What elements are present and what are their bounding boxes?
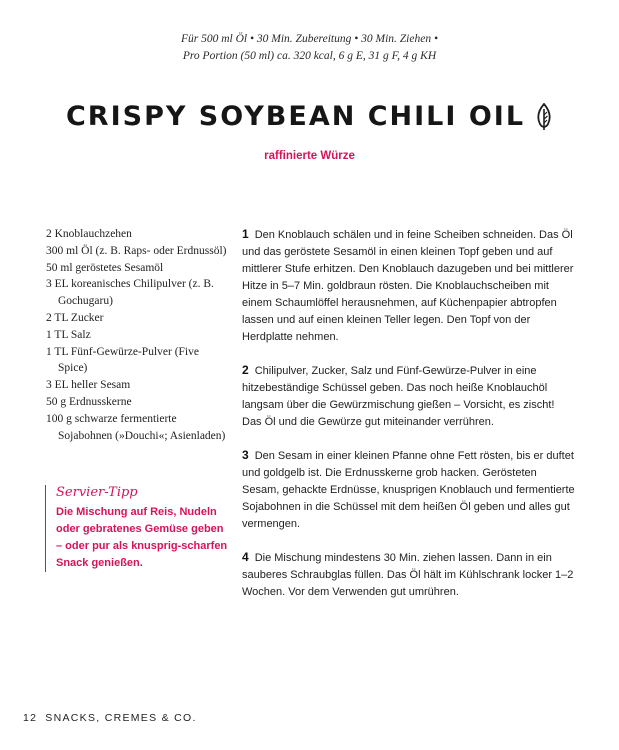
meta-nutrition: Pro Portion (50 ml) ca. 320 kcal, 6 g E, 31 g F, 4 g KH	[182, 50, 437, 62]
recipe-subtitle: raffinierte Würze	[264, 150, 355, 162]
ingredient-list	[46, 226, 231, 444]
page-footer	[23, 712, 197, 724]
instruction-steps	[242, 226, 577, 617]
section-name: SNACKS, CREMES & CO.	[45, 712, 197, 724]
step-number: 1	[242, 227, 249, 241]
ingredient-item: 2 Knoblauchzehen	[46, 228, 132, 240]
ingredient-item: 3 EL heller Sesam	[46, 379, 131, 392]
leaf-icon	[535, 103, 553, 131]
ingredient-item: 3 EL koreanisches Chilipulver (z. B. Gochugaru)	[46, 278, 214, 308]
step-text: Chilipulver, Zucker, Salz und Fünf-Gewürze-Pulver in eine hitzebeständige Schüssel geben. Das noch heiße Knoblauchöl langsam über die Gewürzmischung gießen – Vorsicht, es zischt! Das Öl und die Gewürze gut miteinander verrühren.	[242, 365, 555, 428]
ingredient-item: 50 ml geröstetes Sesamöl	[46, 261, 164, 274]
ingredient-item: 2 TL Zucker	[46, 311, 104, 324]
step-number: 2	[242, 363, 249, 377]
step-2	[242, 362, 577, 431]
ingredient-item: 300 ml Öl (z. B. Raps- oder Erdnussöl)	[46, 244, 227, 257]
step-1	[242, 226, 577, 346]
meta-yield-time: Für 500 ml Öl • 30 Min. Zubereitung • 30 Min. Ziehen •	[181, 33, 438, 45]
serving-tip-box	[45, 485, 231, 572]
title-row	[0, 101, 619, 132]
tip-title: Servier-Tipp	[56, 485, 138, 500]
step-3	[242, 447, 577, 533]
step-text: Den Knoblauch schälen und in feine Scheiben schneiden. Das Öl und das geröstete Sesamöl in einen kleinen Topf geben und auf mittlerer Stufe erhitzen. Den Knoblauch dazugeben und bei mittlerer Hitze in 5–7 Min. goldbraun rösten. Die Knoblauchscheiben mit einem Schaumlöffel herausnehmen, auf Küchenpapier abtropfen lassen und auf einen kleinen Teller legen. Den Topf von der Herdplatte nehmen.	[242, 229, 574, 343]
ingredient-item: 50 g Erdnusskerne	[46, 395, 132, 408]
tip-text: Die Mischung auf Reis, Nudeln oder gebratenes Gemüse geben – oder pur als knusprig-scharfen Snack genießen.	[56, 506, 228, 569]
step-text: Den Sesam in einer kleinen Pfanne ohne Fett rösten, bis er duftet und goldgelb ist. Die Erdnusskerne grob hacken. Gerösteten Sesam, gehackte Erdnüsse, knusprigen Knoblauch und fermentierte Sojabohnen in die Schüssel mit dem heißen Öl geben und alles gut vermengen.	[242, 450, 575, 530]
ingredient-item: 100 g schwarze fermentierte Sojabohnen (»Douchi«; Asienladen)	[46, 412, 226, 442]
recipe-title: CRISPY SOYBEAN CHILI OIL	[65, 101, 526, 132]
page-number: 12	[23, 712, 38, 724]
step-4	[242, 549, 577, 601]
ingredient-item: 1 TL Fünf-Gewürze-Pulver (Five Spice)	[46, 345, 199, 375]
step-text: Die Mischung mindestens 30 Min. ziehen lassen. Dann in ein sauberes Schraubglas füllen. Das Öl hält im Kühlschrank locker 1–2 Wochen. Vor dem Verwenden gut umrühren.	[242, 552, 574, 598]
recipe-meta	[0, 31, 619, 65]
step-number: 3	[242, 448, 249, 462]
step-number: 4	[242, 550, 249, 564]
ingredient-item: 1 TL Salz	[46, 328, 91, 341]
